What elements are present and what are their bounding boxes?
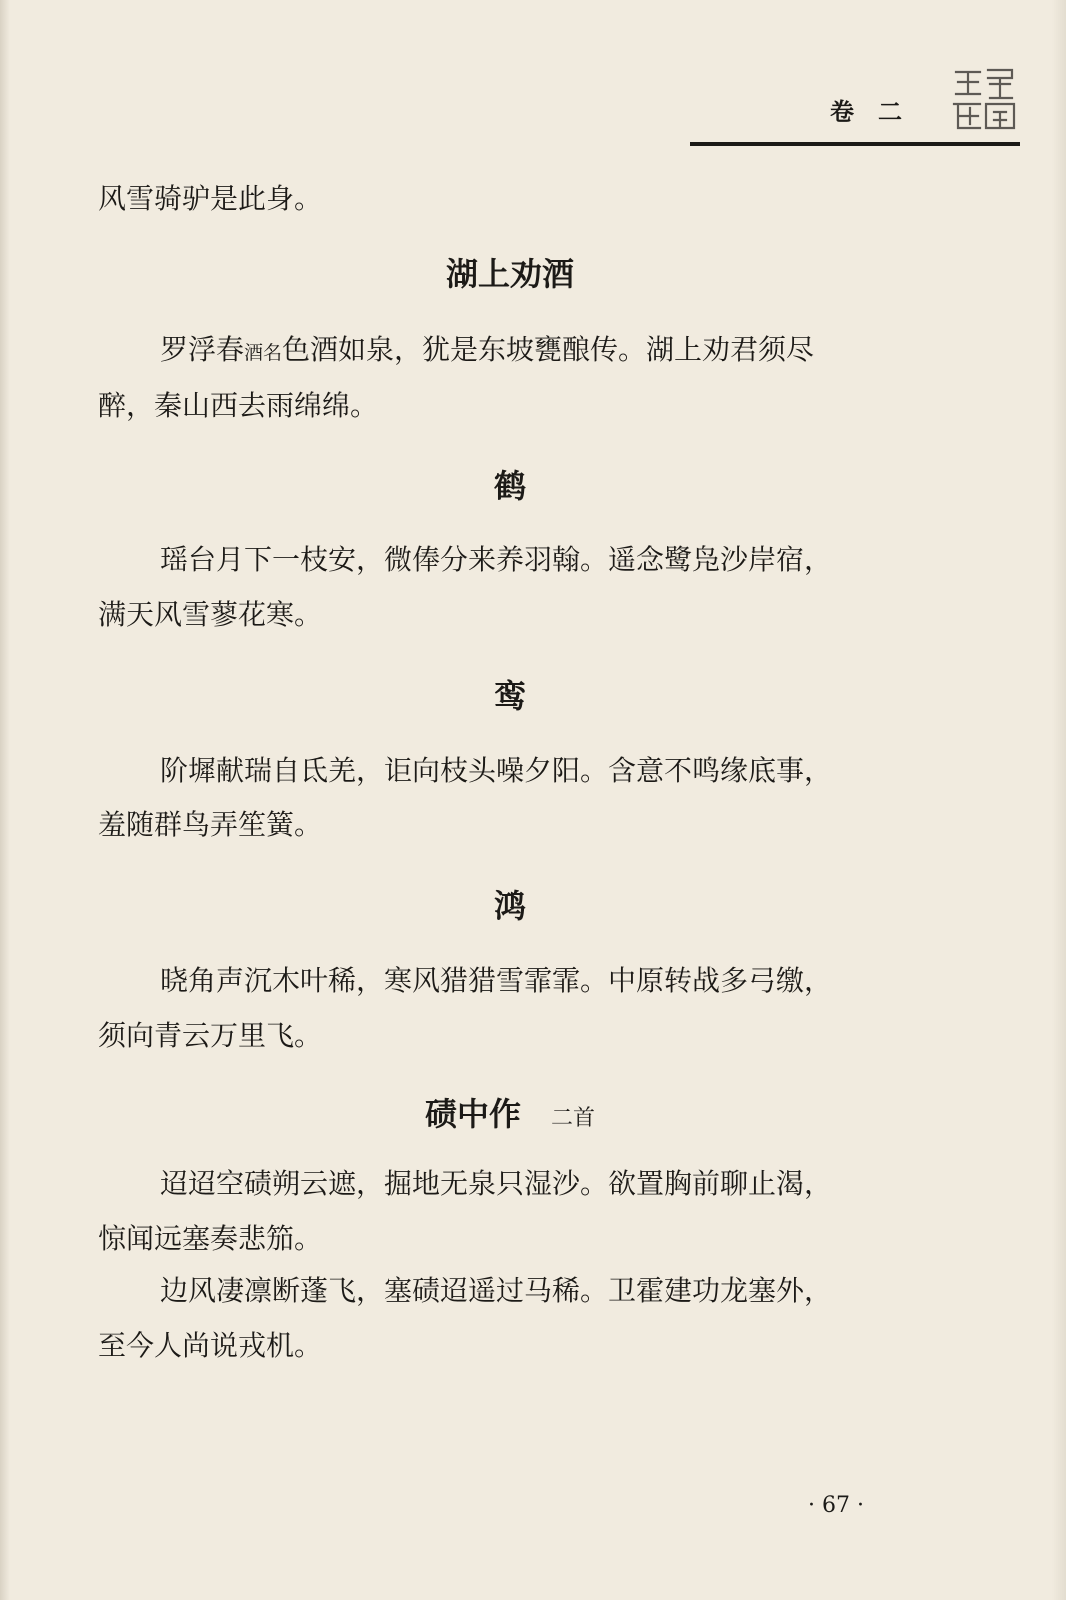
poem-title: 鹤 bbox=[493, 467, 526, 505]
poem-line: 晓角声沉木叶稀，寒风猎猎雪霏霏。中原转战多弓缴， bbox=[160, 964, 833, 997]
page-edge-right bbox=[1052, 0, 1066, 1600]
poem-line-text: 色酒如泉，犹是东坡甕酿传。湖上劝君须尽 bbox=[282, 333, 815, 366]
poem-line: 满天风雪蓼花寒。 bbox=[98, 598, 323, 631]
inline-annotation: 酒名 bbox=[244, 342, 283, 364]
running-head-volume: 卷二 bbox=[830, 97, 926, 126]
poem-title-group bbox=[0, 1095, 1020, 1133]
continuation-line: 风雪骑驴是此身。 bbox=[98, 182, 323, 215]
poem-subtitle: 二首 bbox=[551, 1106, 596, 1131]
poem-title: 湖上劝酒 bbox=[445, 255, 574, 293]
poem-title: 碛中作 bbox=[424, 1095, 521, 1133]
page-edge-left bbox=[0, 0, 10, 1600]
poem-title: 鸿 bbox=[493, 887, 526, 925]
header-rule bbox=[690, 142, 1020, 146]
poem-line: 阶墀献瑞自氐羌，讵向枝头噪夕阳。含意不鸣缘底事， bbox=[160, 754, 833, 787]
poem-line: 瑶台月下一枝安，微俸分来养羽翰。遥念鹭凫沙岸宿， bbox=[160, 543, 833, 576]
seal-stamp-icon bbox=[950, 64, 1018, 132]
poem-line: 须向青云万里飞。 bbox=[98, 1019, 323, 1052]
poem-line: 羞随群鸟弄笙簧。 bbox=[98, 808, 323, 841]
page-number: · 67 · bbox=[808, 1493, 864, 1518]
poem-line: 至今人尚说戎机。 bbox=[98, 1329, 323, 1362]
poem-title: 鸾 bbox=[493, 677, 526, 715]
poem-line: 边风凄凛断蓬飞，塞碛迢遥过马稀。卫霍建功龙塞外， bbox=[160, 1274, 833, 1307]
poem-line: 迢迢空碛朔云遮，掘地无泉只湿沙。欲置胸前聊止渴， bbox=[160, 1167, 833, 1200]
poem-line: 醉，秦山西去雨绵绵。 bbox=[98, 389, 379, 422]
poem-line bbox=[160, 333, 815, 366]
poem-line-text: 罗浮春 bbox=[160, 333, 245, 366]
poem-line: 惊闻远塞奏悲笳。 bbox=[98, 1222, 323, 1255]
